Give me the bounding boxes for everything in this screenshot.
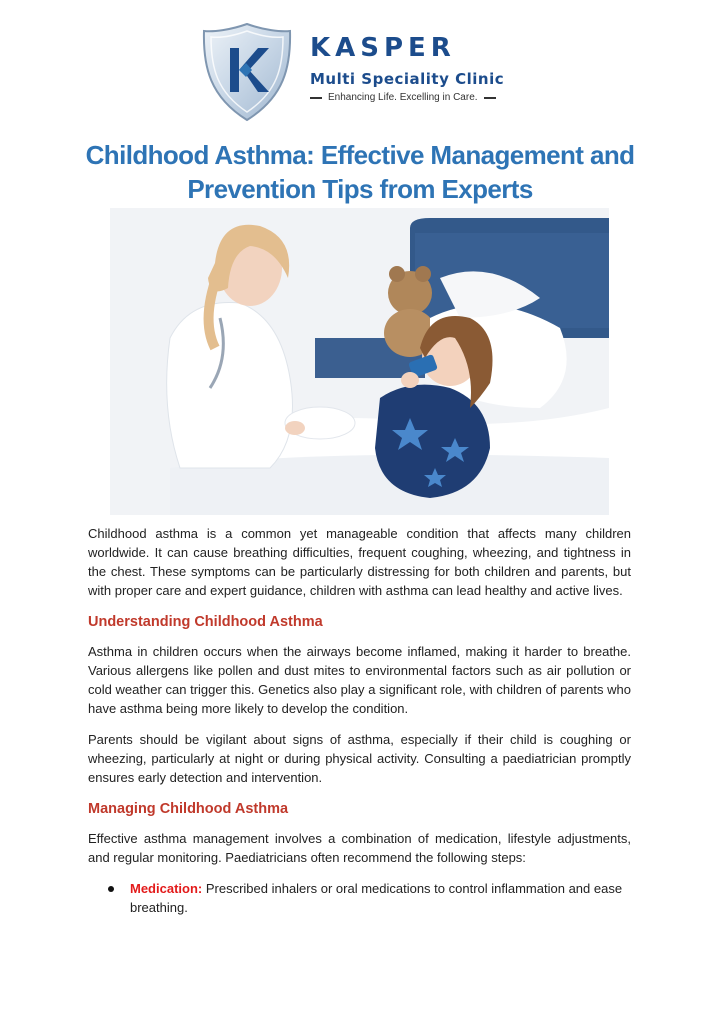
paragraph: Parents should be vigilant about signs of asthma, especially if their child is coughing or wheezing, particularly at night or during physical activity. Consulting a paediatrician promptly ensures early detection and intervention.: [88, 732, 631, 785]
section-heading-managing: Managing Childhood Asthma: [88, 801, 289, 817]
paragraph: Effective asthma management involves a combination of medication, lifestyle adjustments, and regular monitoring. Paediatricians often recommend the following steps:: [88, 831, 631, 865]
list-item: [88, 879, 631, 917]
brand-subtitle: Multi Speciality Clinic: [310, 70, 505, 88]
paragraph: Asthma in children occurs when the airways become inflamed, making it harder to breathe. Various allergens like pollen and dust mites to environmental factors such as air pollution or cold weather can trigger this. Genetics also play a significant role, with children of parents who have asthma being more likely to develop the condition.: [88, 644, 631, 716]
bullet-term: Medication:: [130, 881, 203, 896]
hero-image: [110, 208, 609, 515]
tagline-text: Enhancing Life. Excelling in Care.: [328, 92, 478, 103]
clinic-logo: [200, 22, 520, 122]
brand-name: KASPER: [310, 33, 456, 63]
article-body: [88, 524, 631, 917]
intro-paragraph: Childhood asthma is a common yet manageable condition that affects many children worldwide. It can cause breathing difficulties, frequent coughing, wheezing, and tightness in the chest. These symptoms can be particularly distressing for both children and parents, but with proper care and expert guidance, children with asthma can lead healthy and active lives.: [88, 526, 631, 598]
tagline-dash-left: [310, 97, 322, 99]
brand-tagline: [310, 92, 510, 103]
steps-list: [88, 879, 631, 917]
tagline-dash-right: [484, 97, 496, 99]
doctor-child-inhaler-illustration: [110, 208, 609, 515]
bullet-icon: [108, 886, 114, 892]
shield-logo-icon: [200, 22, 295, 122]
bullet-text: Prescribed inhalers or oral medications to control inflammation and ease breathing.: [130, 881, 623, 915]
section-heading-understanding: Understanding Childhood Asthma: [88, 614, 323, 630]
page-title: Childhood Asthma: Effective Management and Prevention Tips from Experts: [85, 140, 635, 204]
